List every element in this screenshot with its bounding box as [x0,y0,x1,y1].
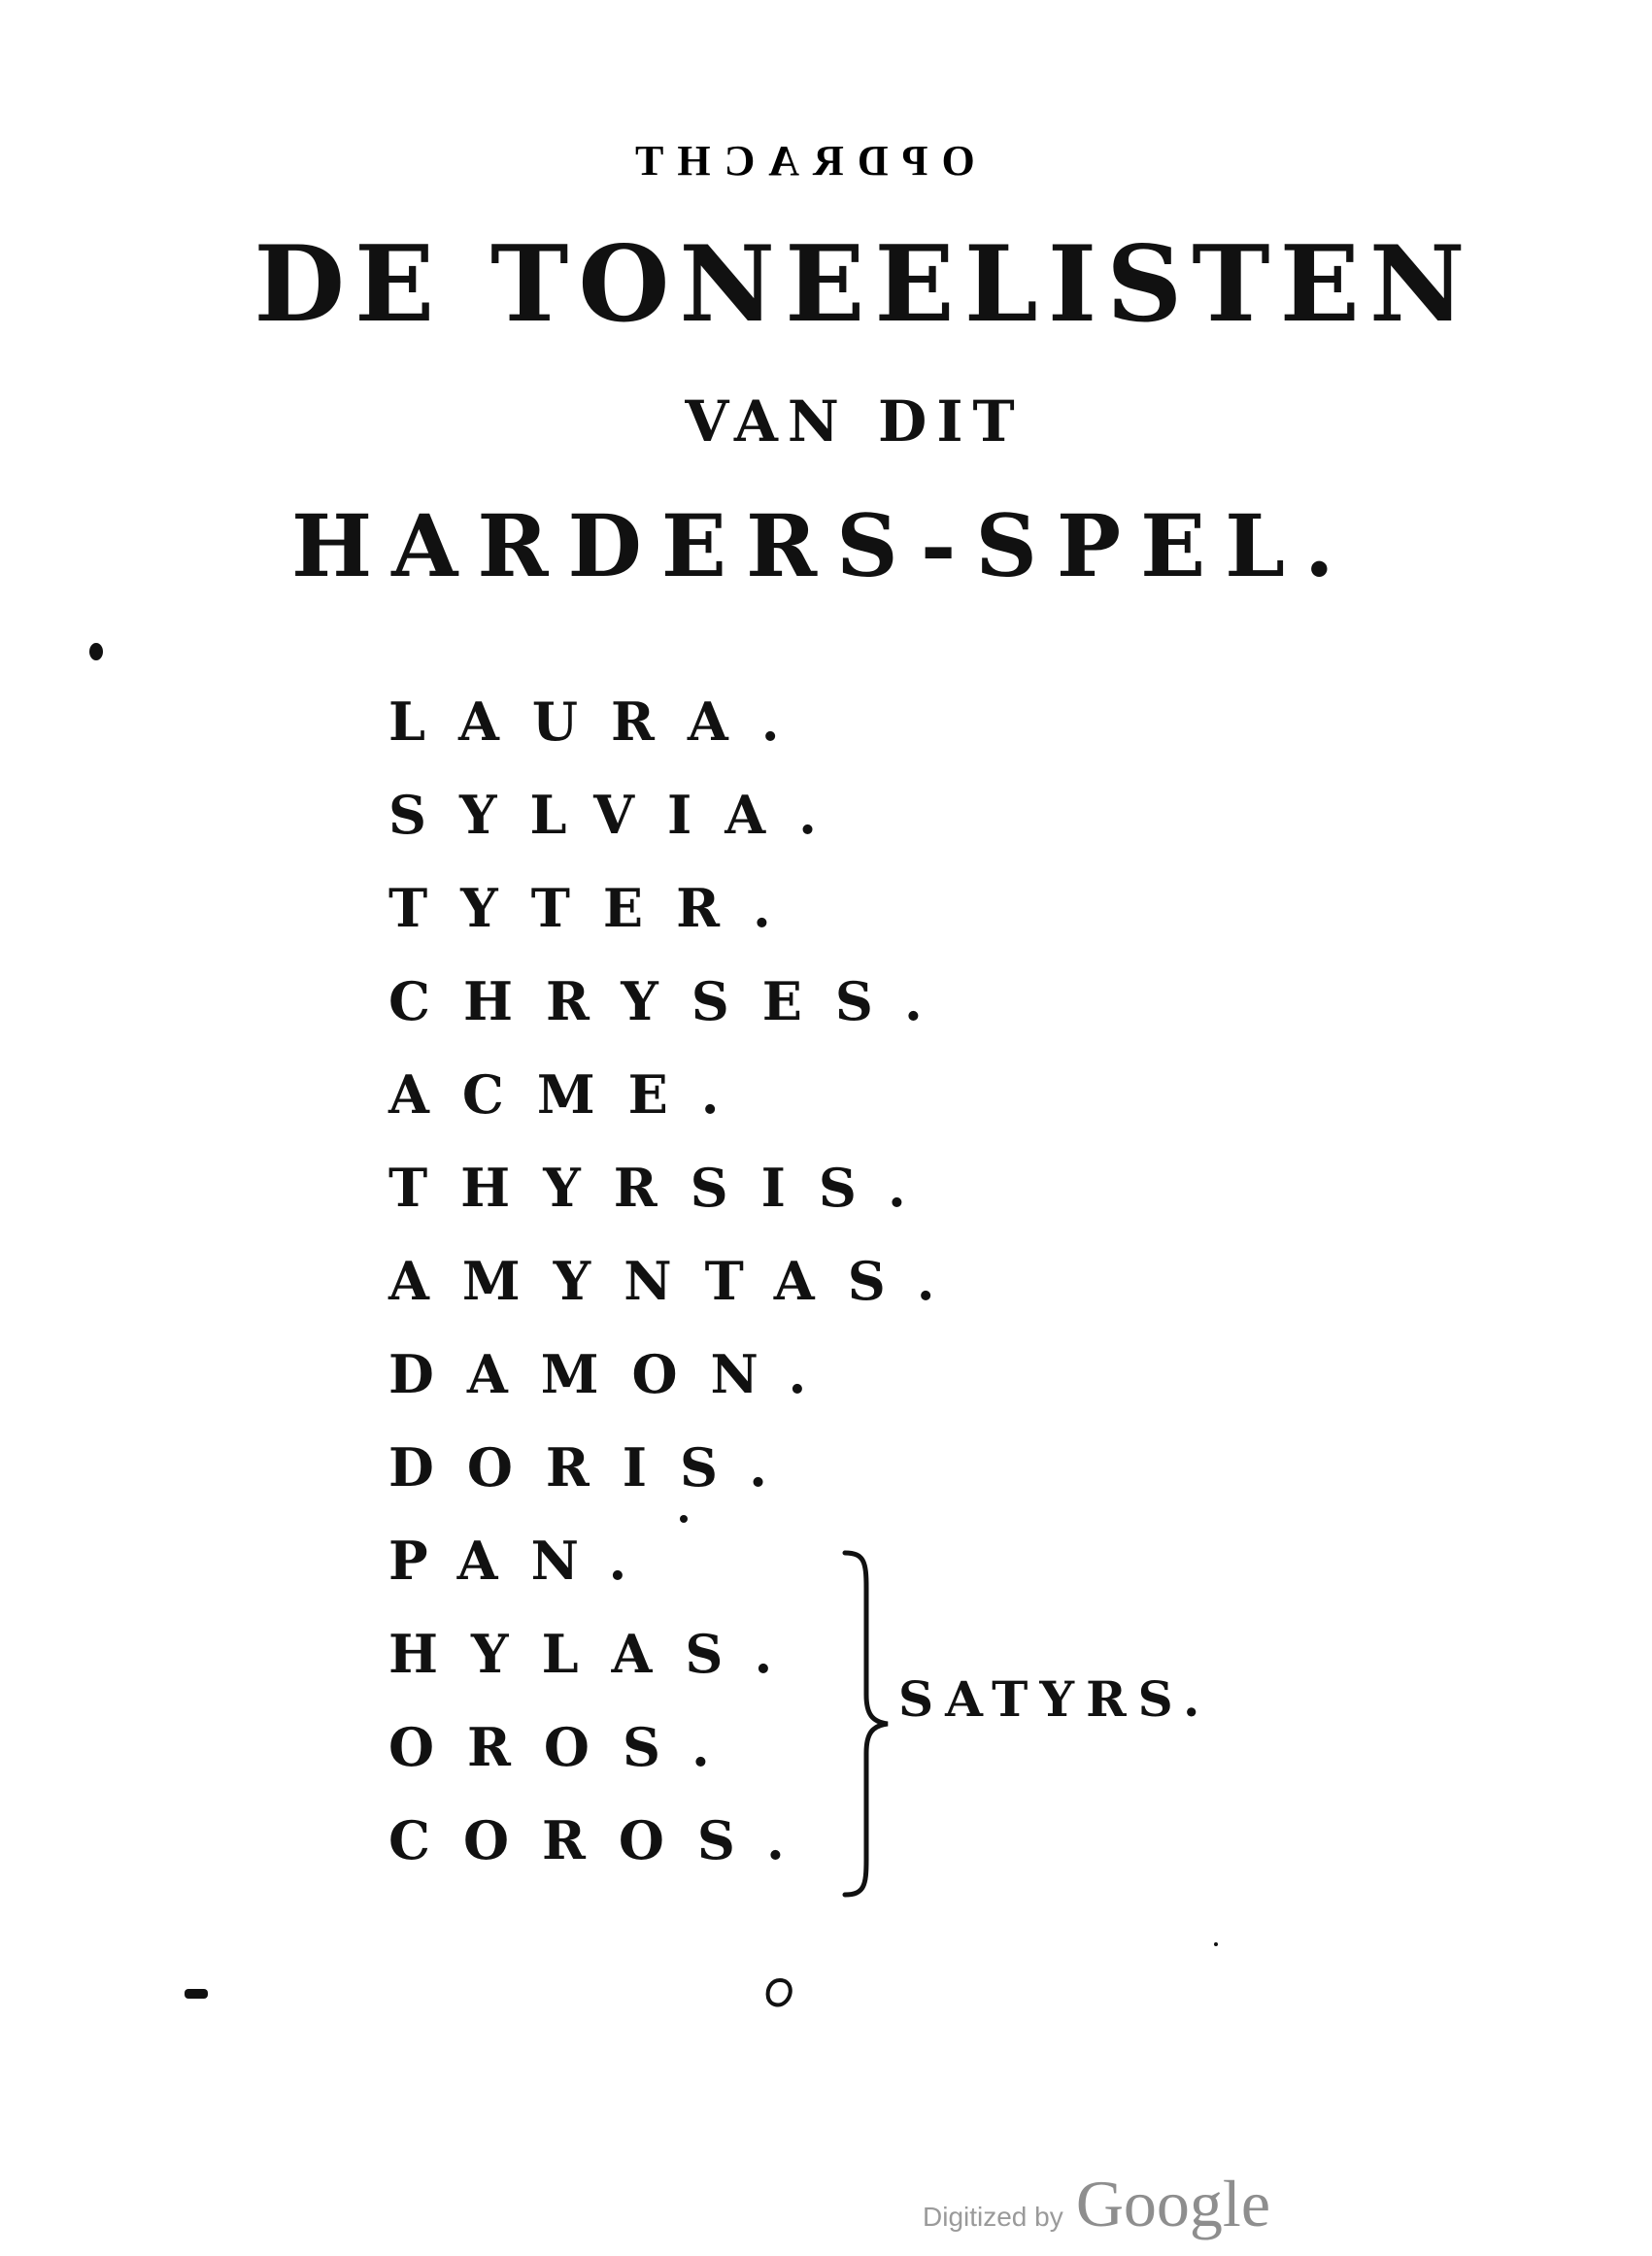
page-title: DE TONEELISTEN [253,223,1475,346]
cast-member: SYLVIA. [388,784,850,846]
cast-member: COROS. [388,1809,818,1871]
digitization-watermark [923,2166,1270,2242]
cast-member: THYRSIS. [388,1157,939,1219]
play-title: HARDERS-SPEL. [291,495,1354,596]
ink-blot-icon [762,1976,797,2011]
cast-member: PAN. [388,1530,660,1592]
ink-speck [1214,1942,1218,1946]
cast-member: DORIS. [388,1436,800,1498]
cast-member: DAMON. [388,1343,840,1405]
ink-speck [680,1515,688,1523]
cast-member: LAURA. [388,690,813,753]
watermark-prefix: Digitized by [923,2202,1063,2232]
bleed-through-text: OPDRACHT [622,137,975,185]
cast-member: ACME. [388,1063,753,1126]
ink-speck [185,1989,208,1999]
cast-member: TYTER. [388,877,804,939]
ink-speck [89,643,103,660]
cast-member: CHRYSES. [388,970,956,1032]
curly-brace-icon [837,1549,895,1899]
cast-member: HYLAS. [388,1623,806,1685]
cast-member: OROS. [388,1716,743,1778]
group-label: SATYRS. [898,1670,1212,1728]
page-subtitle: VAN DIT [685,388,1025,455]
cast-member: AMYNTAS. [388,1250,968,1312]
watermark-brand: Google [1075,2167,1271,2240]
